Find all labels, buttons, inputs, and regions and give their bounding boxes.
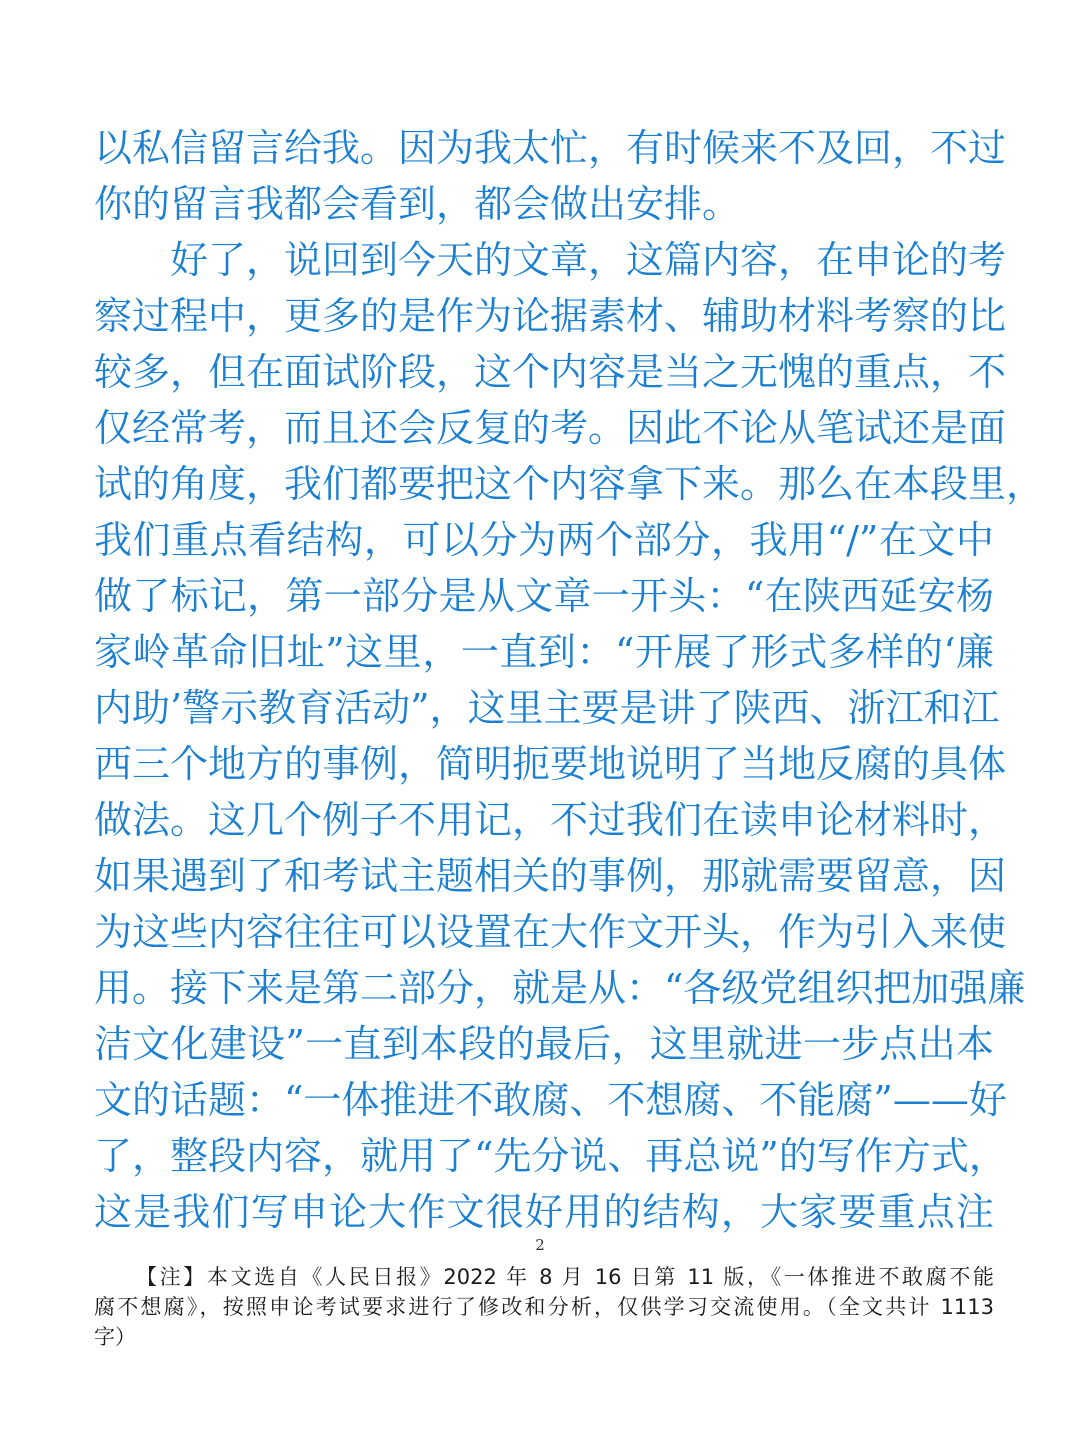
body-line: 西三个地方的事例，简明扼要地说明了当地反腐的具体 — [94, 742, 1007, 786]
body-line: 如果遇到了和考试主题相关的事例，那就需要留意，因 — [94, 854, 1007, 898]
body-line: 了，整段内容，就用了“先分说、再总说”的写作方式， — [94, 1134, 1007, 1178]
body-text — [94, 120, 1045, 1240]
body-line: 为这些内容往往可以设置在大作文开头，作为引入来使 — [94, 910, 1007, 954]
body-line: 以私信留言给我。因为我太忙，有时候来不及回，不过 — [94, 126, 1007, 170]
body-line: 洁文化建设”一直到本段的最后，这里就进一步点出本 — [94, 1022, 994, 1066]
body-line: 文的话题：“一体推进不敢腐、不想腐、不能腐”——好 — [94, 1078, 1007, 1122]
page-number: 2 — [535, 1236, 545, 1254]
body-line: 好了，说回到今天的文章，这篇内容，在申论的考 — [170, 238, 1007, 282]
body-line: 用。接下来是第二部分，就是从：“各级党组织把加强廉 — [94, 966, 1026, 1010]
footnote-line: 腐不想腐》，按照申论考试要求进行了修改和分析，仅供学习交流使用。（全文共计 1113 — [94, 1295, 994, 1319]
body-line: 你的留言我都会看到，都会做出安排。 — [94, 182, 741, 226]
body-line: 我们重点看结构，可以分为两个部分，我用“/”在文中 — [94, 518, 994, 562]
body-line: 家岭革命旧址”这里，一直到：“开展了形式多样的‘廉 — [94, 630, 994, 674]
footnote-line: 【注】本文选自《人民日报》2022 年 8 月 16 日第 11 版，《一体推进不敢腐不能 — [136, 1265, 994, 1289]
footnote — [94, 1262, 994, 1352]
body-line: 试的角度，我们都要把这个内容拿下来。那么在本段里， — [94, 462, 1045, 506]
body-line: 这是我们写申论大作文很好用的结构，大家要重点注 — [94, 1190, 994, 1234]
footnote-line: 字） — [94, 1325, 136, 1349]
body-line: 察过程中，更多的是作为论据素材、辅助材料考察的比 — [94, 294, 1007, 338]
body-line: 做了标记，第一部分是从文章一开头：“在陕西延安杨 — [94, 574, 994, 618]
body-line: 内助’警示教育活动”，这里主要是讲了陕西、浙江和江 — [94, 686, 1000, 730]
body-line: 较多，但在面试阶段，这个内容是当之无愧的重点，不 — [94, 350, 1007, 394]
body-line: 做法。这几个例子不用记，不过我们在读申论材料时， — [94, 798, 1007, 842]
body-line: 仅经常考，而且还会反复的考。因此不论从笔试还是面 — [94, 406, 1007, 450]
